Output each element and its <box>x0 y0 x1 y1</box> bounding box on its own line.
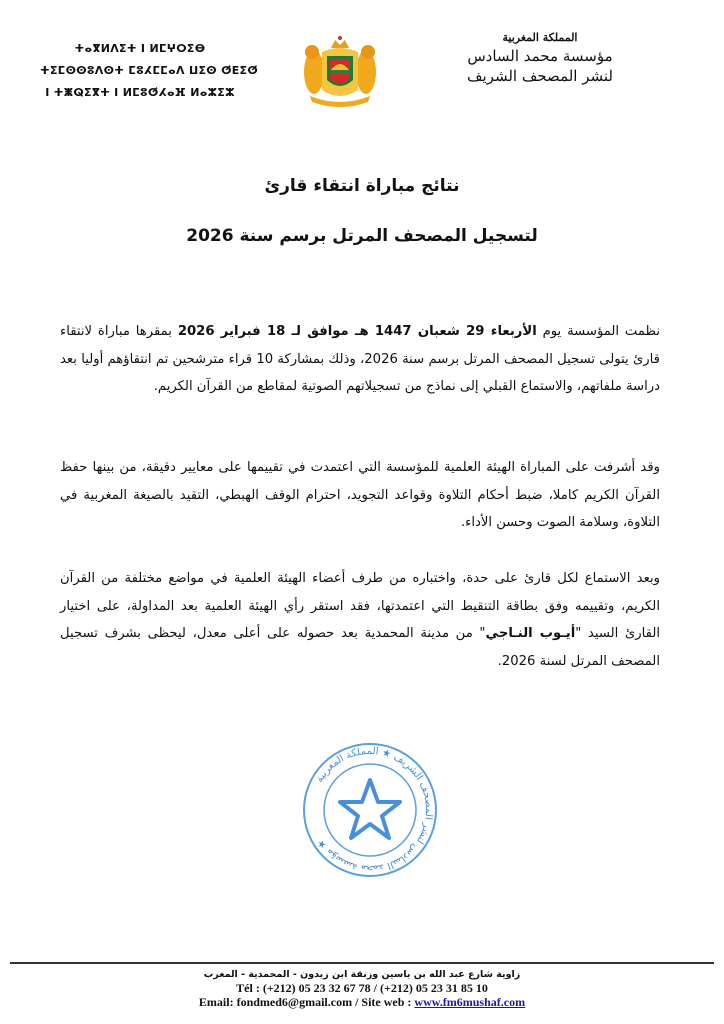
foundation-name-line-1: مؤسسة محمد السادس <box>467 47 613 65</box>
website-link[interactable]: www.fm6mushaf.com <box>414 995 526 1009</box>
winner-name: أيـوب النـاجي <box>485 626 576 641</box>
kingdom-label: المملكة المغربية <box>502 31 578 44</box>
svg-text:مؤسسة محمد السادس لنشر المصحف: مؤسسة محمد السادس لنشر المصحف الشريف ★ المملكة المغربية ★ <box>314 745 435 875</box>
footer-address: زاوية شارع عبد الله بن ياسين وزنقة ابن زيدون - المحمدية - المغرب <box>203 969 521 980</box>
tifinagh-line-2: ⵜⵉⵎⵙⵙⵓⴷⵙⵜ ⵎⵓⵃⵎⵎⴰⴷ ⵡⵉⵙ ⵚⴹⵉⵚ <box>40 64 259 77</box>
document-subtitle: لتسجيل المصحف المرتل برسم سنة 2026 <box>186 226 538 246</box>
pentagram-star-icon <box>340 780 400 838</box>
document-title: نتائج مباراة انتقاء قارئ <box>264 176 460 196</box>
footer-divider <box>10 962 714 964</box>
footer-email: Email: fondmed6@gmail.com / Site web : <box>198 995 415 1009</box>
letterhead <box>0 0 724 130</box>
competition-date: الأربعاء 29 شعبان 1447 هـ موافق لـ 18 فبراير 2026 <box>177 324 537 339</box>
coat-of-arms-icon <box>300 30 380 110</box>
paragraph-1-intro: نظمت المؤسسة يوم <box>536 324 660 339</box>
tifinagh-line-3: ⵏ ⵜⵥⵕⵉⴳⵜ ⵏ ⵍⵎⵓⵚⵃⴰⴼ ⵍⴰⵣⵉⵣ <box>45 86 235 99</box>
paragraph-3-intro: وبعد الاستماع لكل قارئ على حدة، واختباره من طرف أعضاء الهيئة العلمية في مواضع مختلفة من القرآن الكريم، وتقييمه وفق بطاقة التنقيط التي اعتمدتها، فقد استقر رأي الهيئة العلمية بعد المداولة، على اختيار القارئ السيد " <box>60 571 660 641</box>
tifinagh-letterhead <box>40 38 259 104</box>
paragraph-3-rest: " من مدينة المحمدية بعد حصوله على أعلى معدل، ليحظى بشرف تسجيل المصحف المرتل لسنة 2026. <box>60 626 660 669</box>
footer-contact <box>0 995 724 1009</box>
official-stamp <box>300 740 440 880</box>
arabic-letterhead <box>455 30 625 86</box>
foundation-name-line-2: لنشر المصحف الشريف <box>466 67 613 85</box>
paragraph-2: وقد أشرفت على المباراة الهيئة العلمية للمؤسسة التي اعتمدت في تقييمها على معايير دقيقة، من بينها حفظ القرآن الكريم كاملا، ضبط أحكام التلاوة وقواعد التجويد، احترام الوقف الهبطي، التقيد بالصيغة المغربية في التلاوة، وسلامة الصوت وحسن الأداء. <box>60 460 660 530</box>
footer-phone: Tél : (+212) 05 23 32 67 78 / (+212) 05 23 31 85 10 <box>236 981 488 995</box>
paragraph-1-rest: بمقرها مباراة لانتقاء قارئ يتولى تسجيل المصحف المرتل برسم سنة 2026، وذلك بمشاركة 10 قراء مترشحين تم انتقاؤهم أوليا بعد دراسة ملفاتهم، والاستماع القبلي إلى نماذج من تسجيلاتهم الصوتية لمقاطع من القرآن الكريم. <box>60 324 660 394</box>
paragraph-3 <box>60 565 660 675</box>
tifinagh-line-1: ⵜⴰⴳⵍⴷⵉⵜ ⵏ ⵍⵎⵖⵔⵉⴱ <box>74 42 206 55</box>
paragraph-1 <box>60 318 660 401</box>
footer <box>0 968 724 1009</box>
